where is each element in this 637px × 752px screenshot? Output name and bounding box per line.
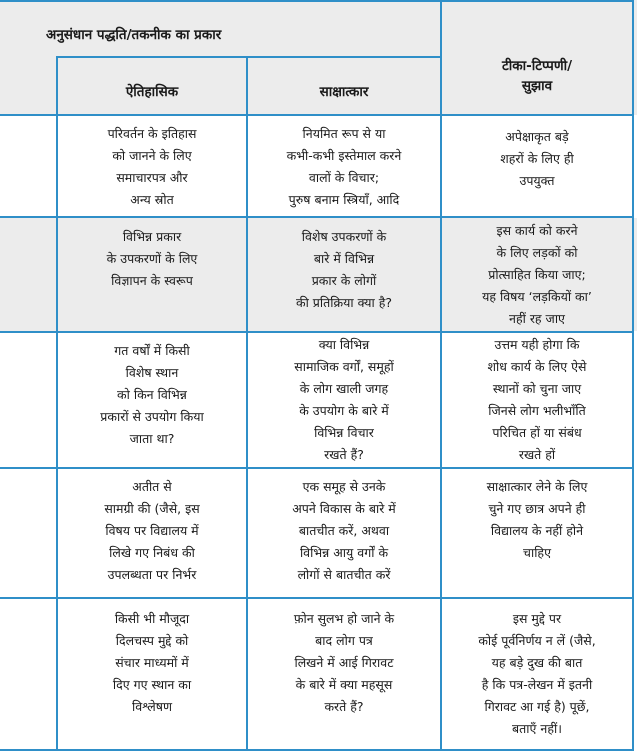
row-1-historical: परिवर्तन के इतिहास को जानने के लिए समाचारपत्र और अन्य स्रोत [107,126,197,207]
grid-line-vertical-left [56,56,58,750]
row-4-historical: अतीत से सामग्री की (जैसे, इस विषय पर विद्यालय में लिखे गए निबंध की उपलब्धता पर निर्भर [104,479,200,582]
grid-line-bottom [0,749,634,751]
grid-line-vertical-mid [246,56,248,750]
row-3-comments: उत्तम यही होगा कि शोध कार्य के लिए ऐसे स्थानों को चुना जाए जिनसे लोग भलीभाँति परिचित हों या संबंध रखते हों [487,337,587,462]
grid-line-row-4 [0,597,634,599]
row-2-historical: विभिन्न प्रकार के उपकरणों के लिए विज्ञापन के स्वरूप [106,229,198,288]
grid-line-row-3 [0,467,634,469]
grid-line-vertical-edge [632,0,634,750]
grid-line-header-split [56,56,442,58]
header-interview: साक्षात्कार [319,84,369,100]
row-4-interview: एक समूह से उनके अपने विकास के बारे में बातचीत करें, अथवा विभिन्न आयु वर्गों के लोगों से बातचीत करें [292,479,396,582]
row-1-comments: अपेक्षाकृत बड़े शहरों के लिए ही उपयुक्त [500,129,574,188]
grid-line-row-2 [0,331,634,333]
row-5-historical: किसी भी मौजूदा दिलचस्प मुद्दे को संचार माध्यमों में दिए गए स्थान का विश्लेषण [112,611,192,714]
row-3-historical: गत वर्षों में किसी विशेष स्थान को किन विभिन्न प्रकारों से उपयोग किया जाता था? [100,343,204,446]
header-historical: ऐतिहासिक [125,84,179,100]
header-comments: टीका-टिप्पणी/ सुझाव [501,58,573,94]
row-5-comments: इस मुद्दे पर कोई पूर्वनिर्णय न लें (जैसे, यह बड़े दुख की बात है कि पत्र-लेखन में इतनी गिरावट आ गई है) पूछें, बताएँ नहीं। [478,611,596,736]
row-4-comments: साक्षात्कार लेने के लिए चुने गए छात्र अपने ही विद्यालय के नहीं होने चाहिए [486,479,588,560]
header-research-method-type: अनुसंधान पद्धति/तकनीक का प्रकार [46,27,222,43]
row-2-interview: विशेष उपकरणों के बारे में विभिन्न प्रकार के लोगों की प्रतिक्रिया क्या है? [295,229,392,310]
grid-line-vertical-right [440,0,442,750]
grid-line-row-1 [0,216,634,218]
grid-line-header-bottom [0,114,634,116]
row-5-interview: फ़ोन सुलभ हो जाने के बाद लोग पत्र लिखने में आई गिरावट के बारे में क्या महसूस करते हैं? [293,611,395,714]
row-3-interview: क्या विभिन्न सामाजिक वर्गों, समूहों के लोग खाली जगह के उपयोग के बारे में विभिन्न विचार रखते हैं? [294,337,394,462]
grid-line-top [0,0,634,2]
row-2-comments: इस कार्य को करने के लिए लड़कों को प्रोत्साहित किया जाए; यह विषय ‘लड़कियों का’ नहीं रह जाए [482,223,592,326]
row-1-interview: नियमित रूप से या कभी-कभी इस्तेमाल करने वालों के विचार; पुरुष बनाम स्त्रियाँ, आदि [286,126,402,207]
